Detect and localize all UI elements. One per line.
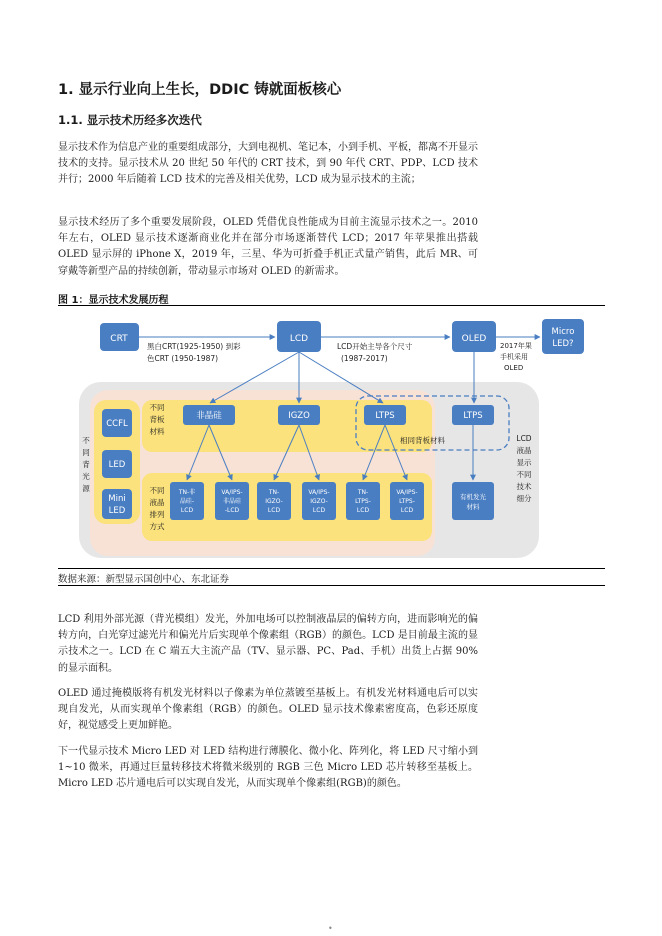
micro-label-1: Micro: [551, 327, 575, 337]
backplane-label-3: 材料: [149, 427, 165, 436]
p1-line3: LCD: [180, 507, 194, 514]
paragraph-micro-led: 下一代显示技术 Micro LED 对 LED 结构进行薄膜化、微小化、阵列化，将 LED 尺寸缩小到 1~10 微米，再通过巨量转移技术将微米级别的 RGB 三色 Micro LED 芯片转移至基板上。Micro LED 芯片通电后可以实现自发光，从而实现单个像素组(RGB)的颜色。: [58, 746, 478, 790]
p4-line3: LCD: [312, 507, 326, 514]
arrangement-label-4: 方式: [149, 522, 165, 531]
backlight-char-3: 背: [82, 460, 90, 469]
lcd-diff-1: LCD: [516, 434, 532, 443]
p3-line1: TN-: [268, 489, 280, 496]
oled-label: OLED: [461, 334, 487, 344]
oled-micro-note-2: 手机采用: [500, 353, 528, 361]
lcd-label: LCD: [289, 334, 309, 344]
lcd-diff-3: 显示: [516, 458, 532, 467]
asi-label: 非晶硅: [196, 411, 222, 421]
backplane-label-2: 背板: [149, 415, 165, 424]
p6-line3: LCD: [400, 507, 414, 514]
p5-line3: LCD: [356, 507, 370, 514]
micro-label-2: LED?: [552, 339, 574, 349]
arrangement-label-3: 排列: [149, 510, 165, 519]
lcd-oled-note-2: (1987-2017): [341, 354, 388, 363]
lcd-diff-6: 细分: [516, 494, 532, 503]
ltps1-label: LTPS: [375, 411, 395, 421]
figure-bottom-rule: [58, 585, 605, 586]
same-backplane-note: 相同背板材料: [400, 436, 445, 445]
igzo-label: IGZO: [288, 411, 310, 421]
lcd-oled-note-1: LCD开始主导各个尺寸: [337, 342, 413, 351]
lcd-diff-5: 技术: [516, 482, 532, 491]
paragraph-lcd: LCD 利用外部光源（背光模组）发光，外加电场可以控制液晶层的偏转方向，进而影响光的偏转方向，白光穿过滤光片和偏光片后实现单个像素组（RGB）的颜色。LCD 是目前最主流的显示技术之一。LCD 在 C 端五大主流产品（TV、显示器、PC、Pad、手机）出货上占据 90%的显示面积。: [58, 614, 478, 674]
p2-line3: -LCD: [224, 507, 240, 514]
paragraph-oled-stages: 显示技术经历了多个重要发展阶段，OLED 凭借优良性能成为目前主流显示技术之一。2010 年左右，OLED 显示技术逐渐商业化并在部分市场逐渐替代 LCD；2017 年苹果推出搭载 OLED 显示屏的 iPhone X，2019 年，三星、华为可折叠手机正式量产销售，此后 MR、可穿戴等新型产品的持续创新，带动显示市场对 OLED 的新需求。: [58, 217, 478, 277]
paragraph-oled: OLED 通过掩模版将有机发光材料以子像素为单位蒸镀至基板上。有机发光材料通电后可以实现自发光，从而实现单个像素组（RGB）的颜色。OLED 显示技术像素密度高，色彩还原度好，视觉感受上更加鲜艳。: [58, 688, 478, 732]
organic-box: [452, 482, 494, 520]
p2-line2: 非晶硅: [222, 498, 242, 505]
arrangement-label-2: 液晶: [149, 498, 165, 507]
figure-source-top-rule: [58, 568, 605, 569]
paragraph-intro: 显示技术作为信息产业的重要组成部分，大到电视机、笔记本，小到手机、平板，都离不开显示技术的支持。显示技术从 20 世纪 50 年代的 CRT 技术，到 90 年代 CRT、PDP、LCD 技术并行；2000 年后随着 LCD 技术的完善及相关优势，LCD 成为显示技术的主流；: [58, 142, 478, 186]
p3-line2: IGZO-: [265, 498, 283, 505]
organic-label-2: 材料: [466, 503, 480, 511]
organic-label-1: 有机发光: [460, 493, 486, 501]
lcd-diff-2: 液晶: [516, 446, 532, 455]
p6-line2: LTPS-: [399, 498, 415, 505]
mini-label-1: Mini: [108, 494, 126, 504]
oled-micro-note-3: OLED: [504, 364, 524, 372]
display-tech-diagram: [58, 306, 605, 568]
backplane-label-1: 不同: [149, 403, 165, 412]
p1-line2: 晶硅-: [179, 498, 195, 505]
backlight-char-5: 源: [82, 484, 90, 493]
oled-micro-note-1: 2017年果: [500, 342, 532, 350]
p6-line1: VA/IPS-: [396, 489, 418, 496]
crt-lcd-note-2: 色CRT (1950-1987): [147, 354, 219, 363]
section-heading: 1. 显示行业向上生长，DDIC 铸就面板核心: [58, 82, 342, 98]
figure-title: 图 1：显示技术发展历程: [58, 295, 169, 306]
ccfl-label: CCFL: [106, 419, 128, 429]
p4-line1: VA/IPS-: [308, 489, 330, 496]
lcd-diff-4: 不同: [516, 470, 532, 479]
led-label: LED: [108, 460, 126, 470]
figure-source: 数据来源：新型显示国创中心、东北证券: [58, 574, 230, 585]
crt-label: CRT: [110, 334, 128, 344]
backlight-char-1: 不: [82, 436, 90, 445]
p4-line2: IGZO-: [310, 498, 328, 505]
mini-label-2: LED: [108, 506, 126, 516]
p5-line2: LTPS-: [355, 498, 371, 505]
backlight-char-2: 同: [82, 448, 90, 457]
page-marker: •: [328, 924, 333, 933]
p2-line1: VA/IPS-: [221, 489, 243, 496]
p1-line1: TN-非: [178, 489, 196, 496]
backlight-char-4: 光: [82, 472, 90, 481]
arrangement-label-1: 不同: [149, 486, 165, 495]
p3-line3: LCD: [267, 507, 281, 514]
subsection-heading: 1.1. 显示技术历经多次迭代: [58, 113, 202, 127]
p5-line1: TN-: [357, 489, 369, 496]
crt-lcd-note-1: 黑白CRT(1925-1950) 到彩: [147, 342, 241, 351]
ltps2-label: LTPS: [463, 411, 483, 421]
